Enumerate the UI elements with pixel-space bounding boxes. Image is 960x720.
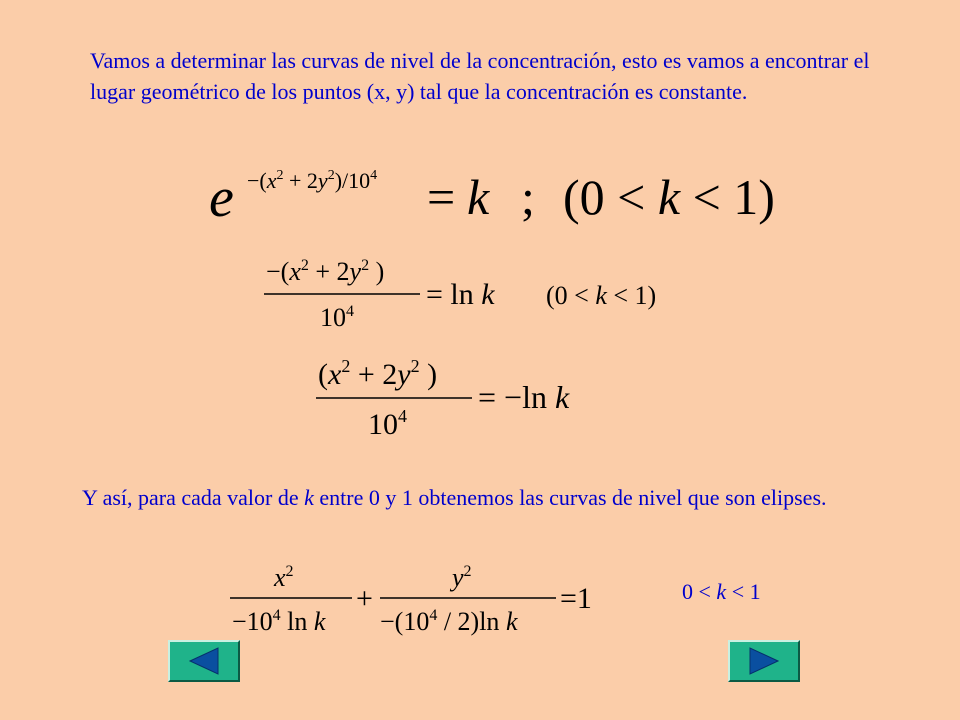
svg-text:= −ln k: = −ln k — [478, 379, 570, 415]
conclusion-paragraph: Y así, para cada valor de k entre 0 y 1 obtenemos las curvas de nivel que son elipses. — [82, 485, 827, 510]
intro-paragraph: Vamos a determinar las curvas de nivel de la concentración, esto es vamos a encontrar el lugar geométrico de los puntos (x, y) tal que la concentración es constante. — [90, 48, 870, 104]
previous-button[interactable] — [168, 640, 240, 682]
svg-text:−(x2 + 2y2)/104: $-(x^2 + 2y^2)/10^4$ — [247, 168, 378, 193]
equation-log-form — [262, 252, 692, 332]
svg-text:−(104 / 2)ln k: $-(10^4 / 2)\ln$ k — [380, 607, 518, 636]
svg-text:(0 < k < 1): (0 < k < 1) — [546, 281, 657, 310]
triangle-right-icon — [730, 642, 798, 680]
svg-text:104: $10^4$ — [368, 406, 407, 441]
svg-text:+: + — [356, 582, 373, 615]
svg-text:k: k — [467, 169, 490, 225]
svg-text:y2: $y^2$ — [452, 563, 472, 592]
equation-ellipse-form — [228, 556, 608, 636]
svg-text:=1: =1 — [560, 582, 592, 615]
svg-text:=: = — [427, 169, 456, 225]
svg-text:= ln k: = ln k — [426, 278, 495, 311]
svg-text:;: ; — [521, 169, 535, 225]
svg-text:(0 < k < 1): (0 < k < 1) — [563, 169, 775, 225]
equation-exponential-level-curve — [205, 158, 775, 230]
svg-text:e: e — [209, 167, 234, 229]
svg-text:−(x2 + 2y2 ): $-(x^2 + 2y^2$ ) — [266, 257, 385, 286]
svg-text:−104 ln k: $-10^4$ ln k — [232, 607, 326, 636]
equation-negative-log-form — [312, 350, 612, 440]
svg-text:(x2 + 2y2 ): ($x^2 + 2y^2$ ) — [318, 356, 438, 391]
svg-text:104: $10^4$ — [320, 303, 354, 332]
triangle-left-icon — [170, 642, 238, 680]
svg-text:x2: $x^2$ — [274, 563, 294, 592]
next-button[interactable] — [728, 640, 800, 682]
k-range-note: 0 < k < 1 — [682, 579, 761, 604]
